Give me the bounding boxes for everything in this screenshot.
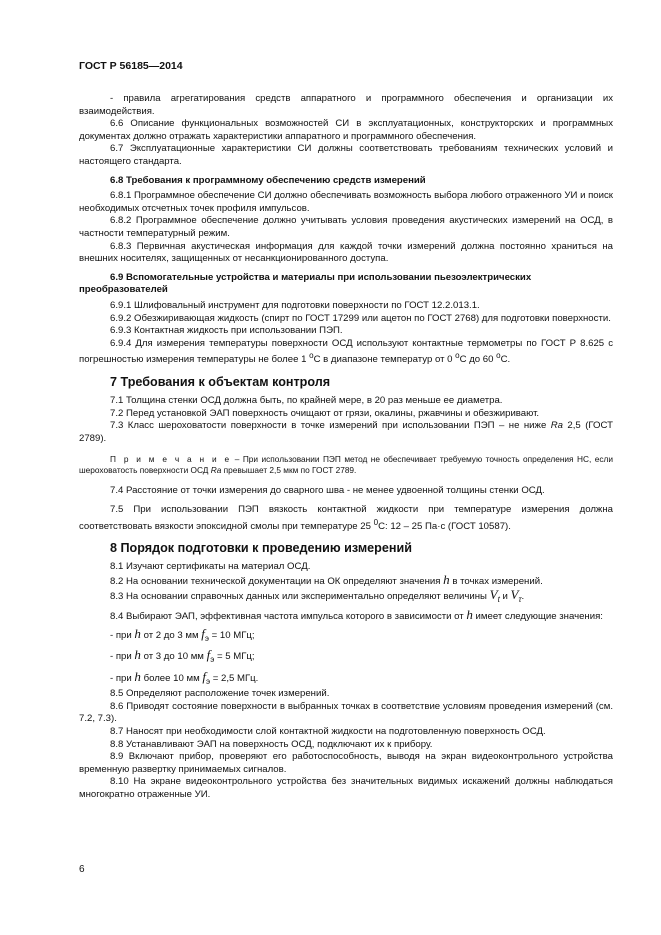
paragraph-7-4: 7.4 Расстояние от точки измерения до сварного шва - не менее удвоенной толщины стенки ОСД. xyxy=(110,485,545,497)
document-page xyxy=(79,60,613,802)
paragraph-8-4: 8.4 Выбирают ЭАП, эффективная частота импульса которого в зависимости от h имеет следующие значения: xyxy=(110,607,603,623)
paragraph-6-9-2: 6.9.2 Обезжиривающая жидкость (спирт по ГОСТ 17299 или ацетон по ГОСТ 2768) для подготовки поверхности. xyxy=(110,312,611,324)
paragraph-8-6: 8.6 Приводят состояние поверхности в выбранных точках в соответствие условиям проведения измерений (см. 7.2, 7.3). xyxy=(79,700,613,725)
paragraph-6-6: 6.6 Описание функциональных возможностей СИ в эксплуатационных, конструкторских и программных документах должно отражать характеристики аппаратного и программного обеспечения. xyxy=(79,118,613,142)
page-number: 6 xyxy=(79,864,85,875)
paragraph-6-9-3: 6.9.3 Контактная жидкость при использовании ПЭП. xyxy=(110,325,343,337)
paragraph-7-2: 7.2 Перед установкой ЭАП поверхность очищают от грязи, окалины, ржавчины и обезжиривают. xyxy=(110,407,540,419)
heading-6-8: 6.8 Требования к программному обеспечению средств измерений xyxy=(110,174,426,186)
paragraph-8-5: 8.5 Определяют расположение точек измерений. xyxy=(110,688,330,700)
paragraph-8-10: 8.10 На экране видеоконтрольного устройства без значительных видимых искажений должны наблюдаться многократно отраженные УИ. xyxy=(79,776,613,800)
paragraph-7-3: 7.3 Класс шероховатости поверхности в точке измерений при использовании ПЭП – не ниже Ra 2,5 (ГОСТ 2789). xyxy=(79,420,613,444)
paragraph-8-1: 8.1 Изучают сертификаты на материал ОСД. xyxy=(110,561,311,573)
paragraph-6-8-1: 6.8.1 Программное обеспечение СИ должно обеспечивать возможность выбора любого отраженного УИ и поиск необходимых отсчетных точек профиля импульсов. xyxy=(79,190,613,214)
paragraph-8-3: 8.3 На основании справочных данных или экспериментально определяют величины $V_t$ и $V_\tau$. xyxy=(110,586,525,604)
paragraph-6-8-3: 6.8.3 Первичная акустическая информация для каждой точки измерений должна постоянно храниться на внешних носителях, защищенных от несанкционированного доступа. xyxy=(79,240,613,265)
paragraph-6-7: 6.7 Эксплуатационные характеристики СИ должны соответствовать требованиям технических условий и настоящего стандарта. xyxy=(79,143,613,167)
note-paragraph: П р и м е ч а н и е – При использовании ПЭП метод не обеспечивает требуемую точность определения НС, если шероховатость поверхности ОСД Ra превышает 2,5 мкм по ГОСТ 2789. xyxy=(79,454,613,476)
paragraph-6-9-4: 6.9.4 Для измерения температуры поверхности ОСД используют контактные термометры по ГОСТ Р 8.625 с погрешностью измерения температуры не более 1 $^o$С в диапазоне температур от 0 $^o$С до 60 $^o$С. xyxy=(79,337,613,366)
paragraph-7-5: 7.5 При использовании ПЭП вязкость контактной жидкости при температуре измерения должна соответствовать вязкости эпоксидной смолы при температуре 25 $^0$С: 12 – 25 Па·с (ГОСТ 10587). xyxy=(79,504,613,532)
section-8-title: 8 Порядок подготовки к проведению измерений xyxy=(110,541,412,556)
paragraph-8-7: 8.7 Наносят при необходимости слой контактной жидкости на подготовленную поверхность ОСД. xyxy=(110,725,546,737)
standard-header: ГОСТ Р 56185—2014 xyxy=(79,60,183,72)
paragraph-6-9-1: 6.9.1 Шлифовальный инструмент для подготовки поверхности по ГОСТ 12.2.013.1. xyxy=(110,299,480,311)
paragraph-8-2: 8.2 На основании технической документации на ОК определяют значения h в точках измерений. xyxy=(110,572,543,587)
frequency-item: - при h от 3 до 10 мм $f_э = 5$ МГц; xyxy=(110,647,255,665)
paragraph-8-8: 8.8 Устанавливают ЭАП на поверхность ОСД, подключают их к прибору. xyxy=(110,738,433,750)
section-7-title: 7 Требования к объектам контроля xyxy=(110,375,331,390)
heading-6-9: 6.9 Вспомогательные устройства и материалы при использовании пьезоэлектрических преобразователей xyxy=(79,271,532,296)
frequency-item: - при h от 2 до 3 мм $f_э = 10$ МГц; xyxy=(110,625,255,643)
paragraph-8-9: 8.9 Включают прибор, проверяют его работоспособность, выводя на экран видеоконтрольного устройства временную развертку принимаемых сигналов. xyxy=(79,751,613,775)
frequency-item: - при h более 10 мм $f_э = 2,5$ МГц. xyxy=(110,668,259,686)
paragraph-6-8-2: 6.8.2 Программное обеспечение должно учитывать условия проведения акустических измерений на ОСД, в частности температурный режим. xyxy=(79,215,613,239)
paragraph-7-1: 7.1 Толщина стенки ОСД должна быть, по крайней мере, в 20 раз меньше ее диаметра. xyxy=(110,395,503,407)
paragraph-intro: - правила агрегатирования средств аппаратного и программного обеспечения и организации их взаимодействия. xyxy=(79,93,613,117)
